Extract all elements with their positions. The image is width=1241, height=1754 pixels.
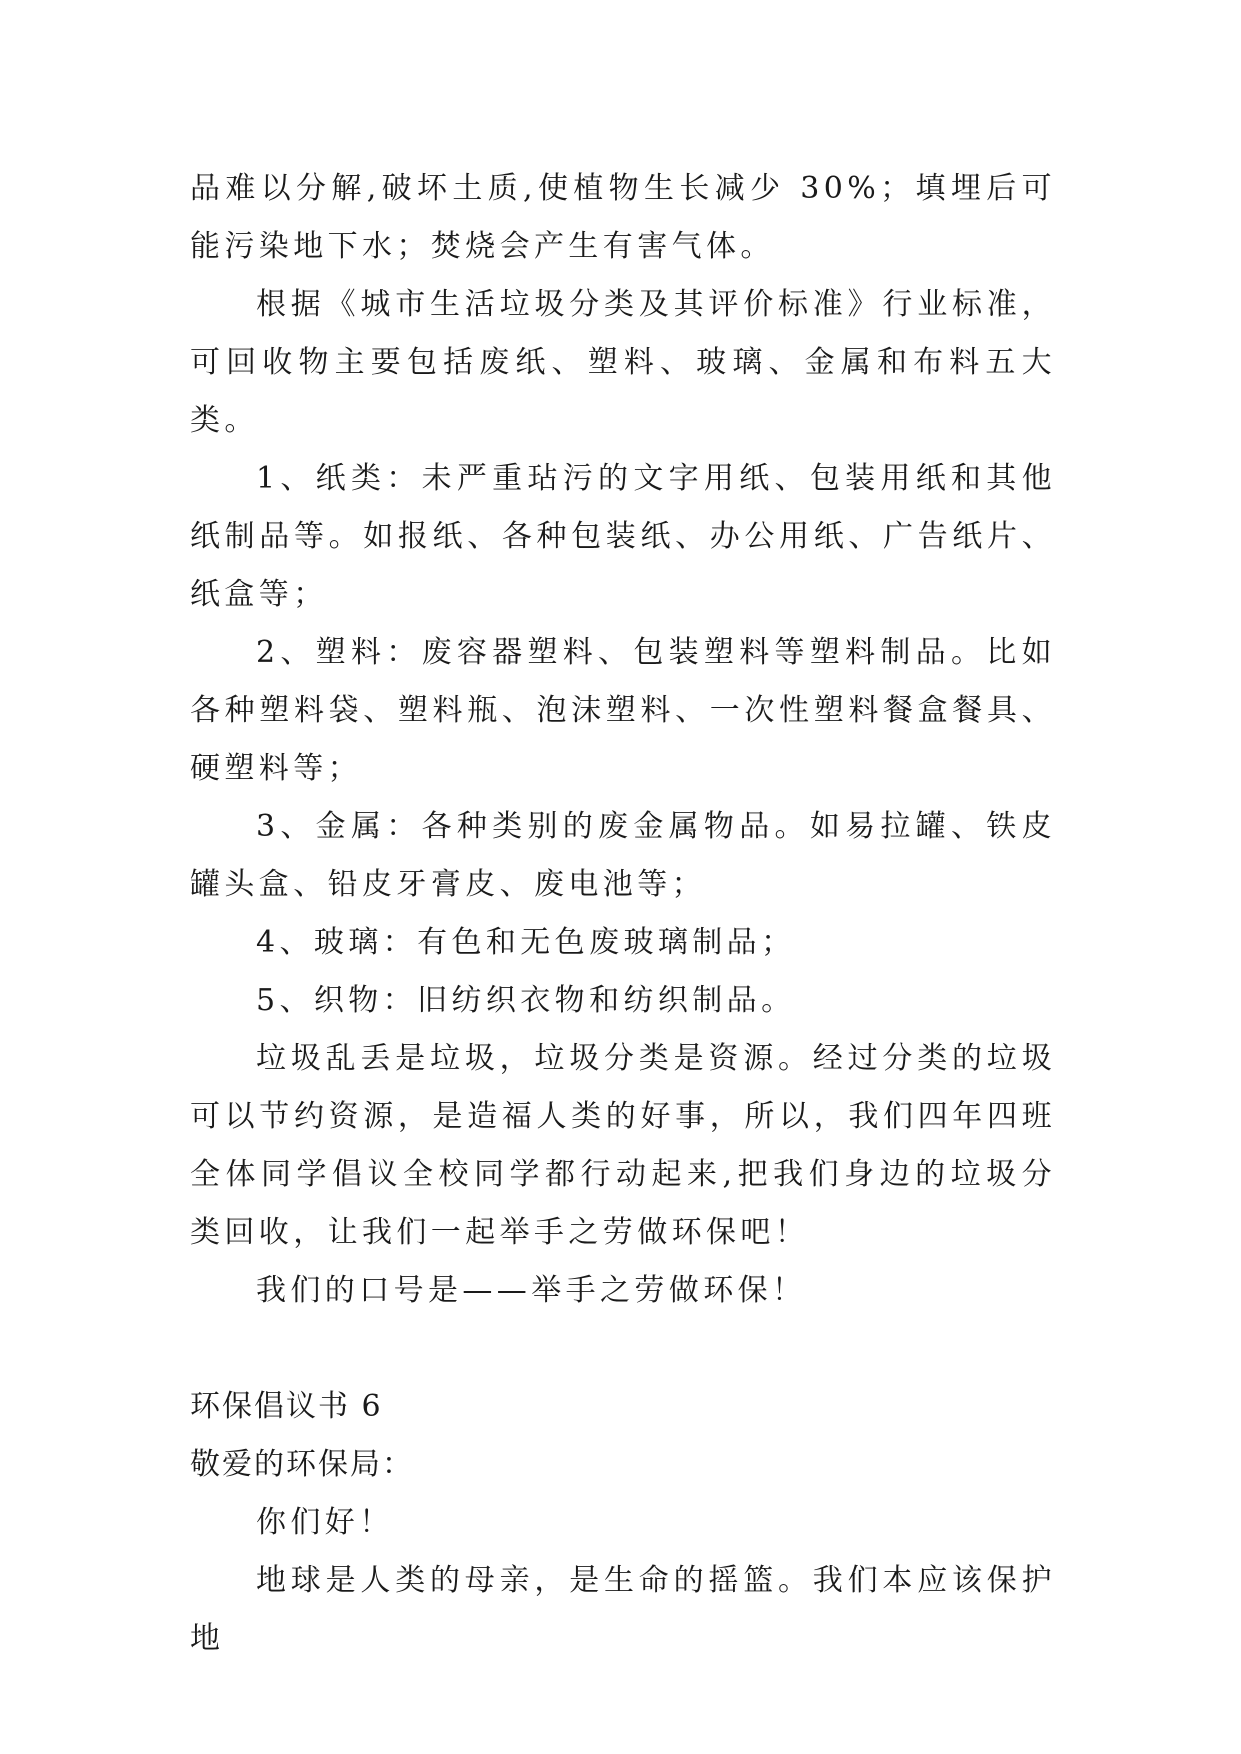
greeting: 你们好！: [256, 1505, 394, 1540]
paragraph-earth: 地球是人类的母亲，是生命的摇篮。我们本应该保护地: [190, 1563, 1056, 1656]
document-page: [190, 160, 1056, 1668]
salutation: 敬爱的环保局：: [190, 1447, 414, 1482]
paragraph-standard: 根据《城市生活垃圾分类及其评价标准》行业标准，可回收物主要包括废纸、塑料、玻璃、金属和布料五大类。: [190, 287, 1056, 438]
spacer: [190, 1320, 1056, 1378]
paragraph-slogan: 我们的口号是——举手之劳做环保！: [256, 1273, 807, 1308]
paragraph-paper: 1、纸类：未严重玷污的文字用纸、包装用纸和其他纸制品等。如报纸、各种包装纸、办公用纸、广告纸片、纸盒等；: [190, 461, 1056, 612]
paragraph-fabric: 5、织物：旧纺织衣物和纺织制品。: [256, 983, 796, 1018]
paragraph-plastic: 2、塑料：废容器塑料、包装塑料等塑料制品。比如各种塑料袋、塑料瓶、泡沫塑料、一次性塑料餐盒餐具、硬塑料等；: [190, 635, 1056, 786]
paragraph-call-to-action: 垃圾乱丢是垃圾，垃圾分类是资源。经过分类的垃圾可以节约资源，是造福人类的好事，所以，我们四年四班全体同学倡议全校同学都行动起来,把我们身边的垃圾分类回收，让我们一起举手之劳做环保吧！: [190, 1041, 1056, 1250]
paragraph-continued: 品难以分解,破坏土质,使植物生长减少 30%；填埋后可能污染地下水；焚烧会产生有害气体。: [190, 171, 1056, 264]
paragraph-metal: 3、金属：各种类别的废金属物品。如易拉罐、铁皮罐头盒、铅皮牙膏皮、废电池等；: [190, 809, 1056, 902]
paragraph-glass: 4、玻璃：有色和无色废玻璃制品；: [256, 925, 796, 960]
section-title: 环保倡议书 6: [190, 1389, 383, 1424]
